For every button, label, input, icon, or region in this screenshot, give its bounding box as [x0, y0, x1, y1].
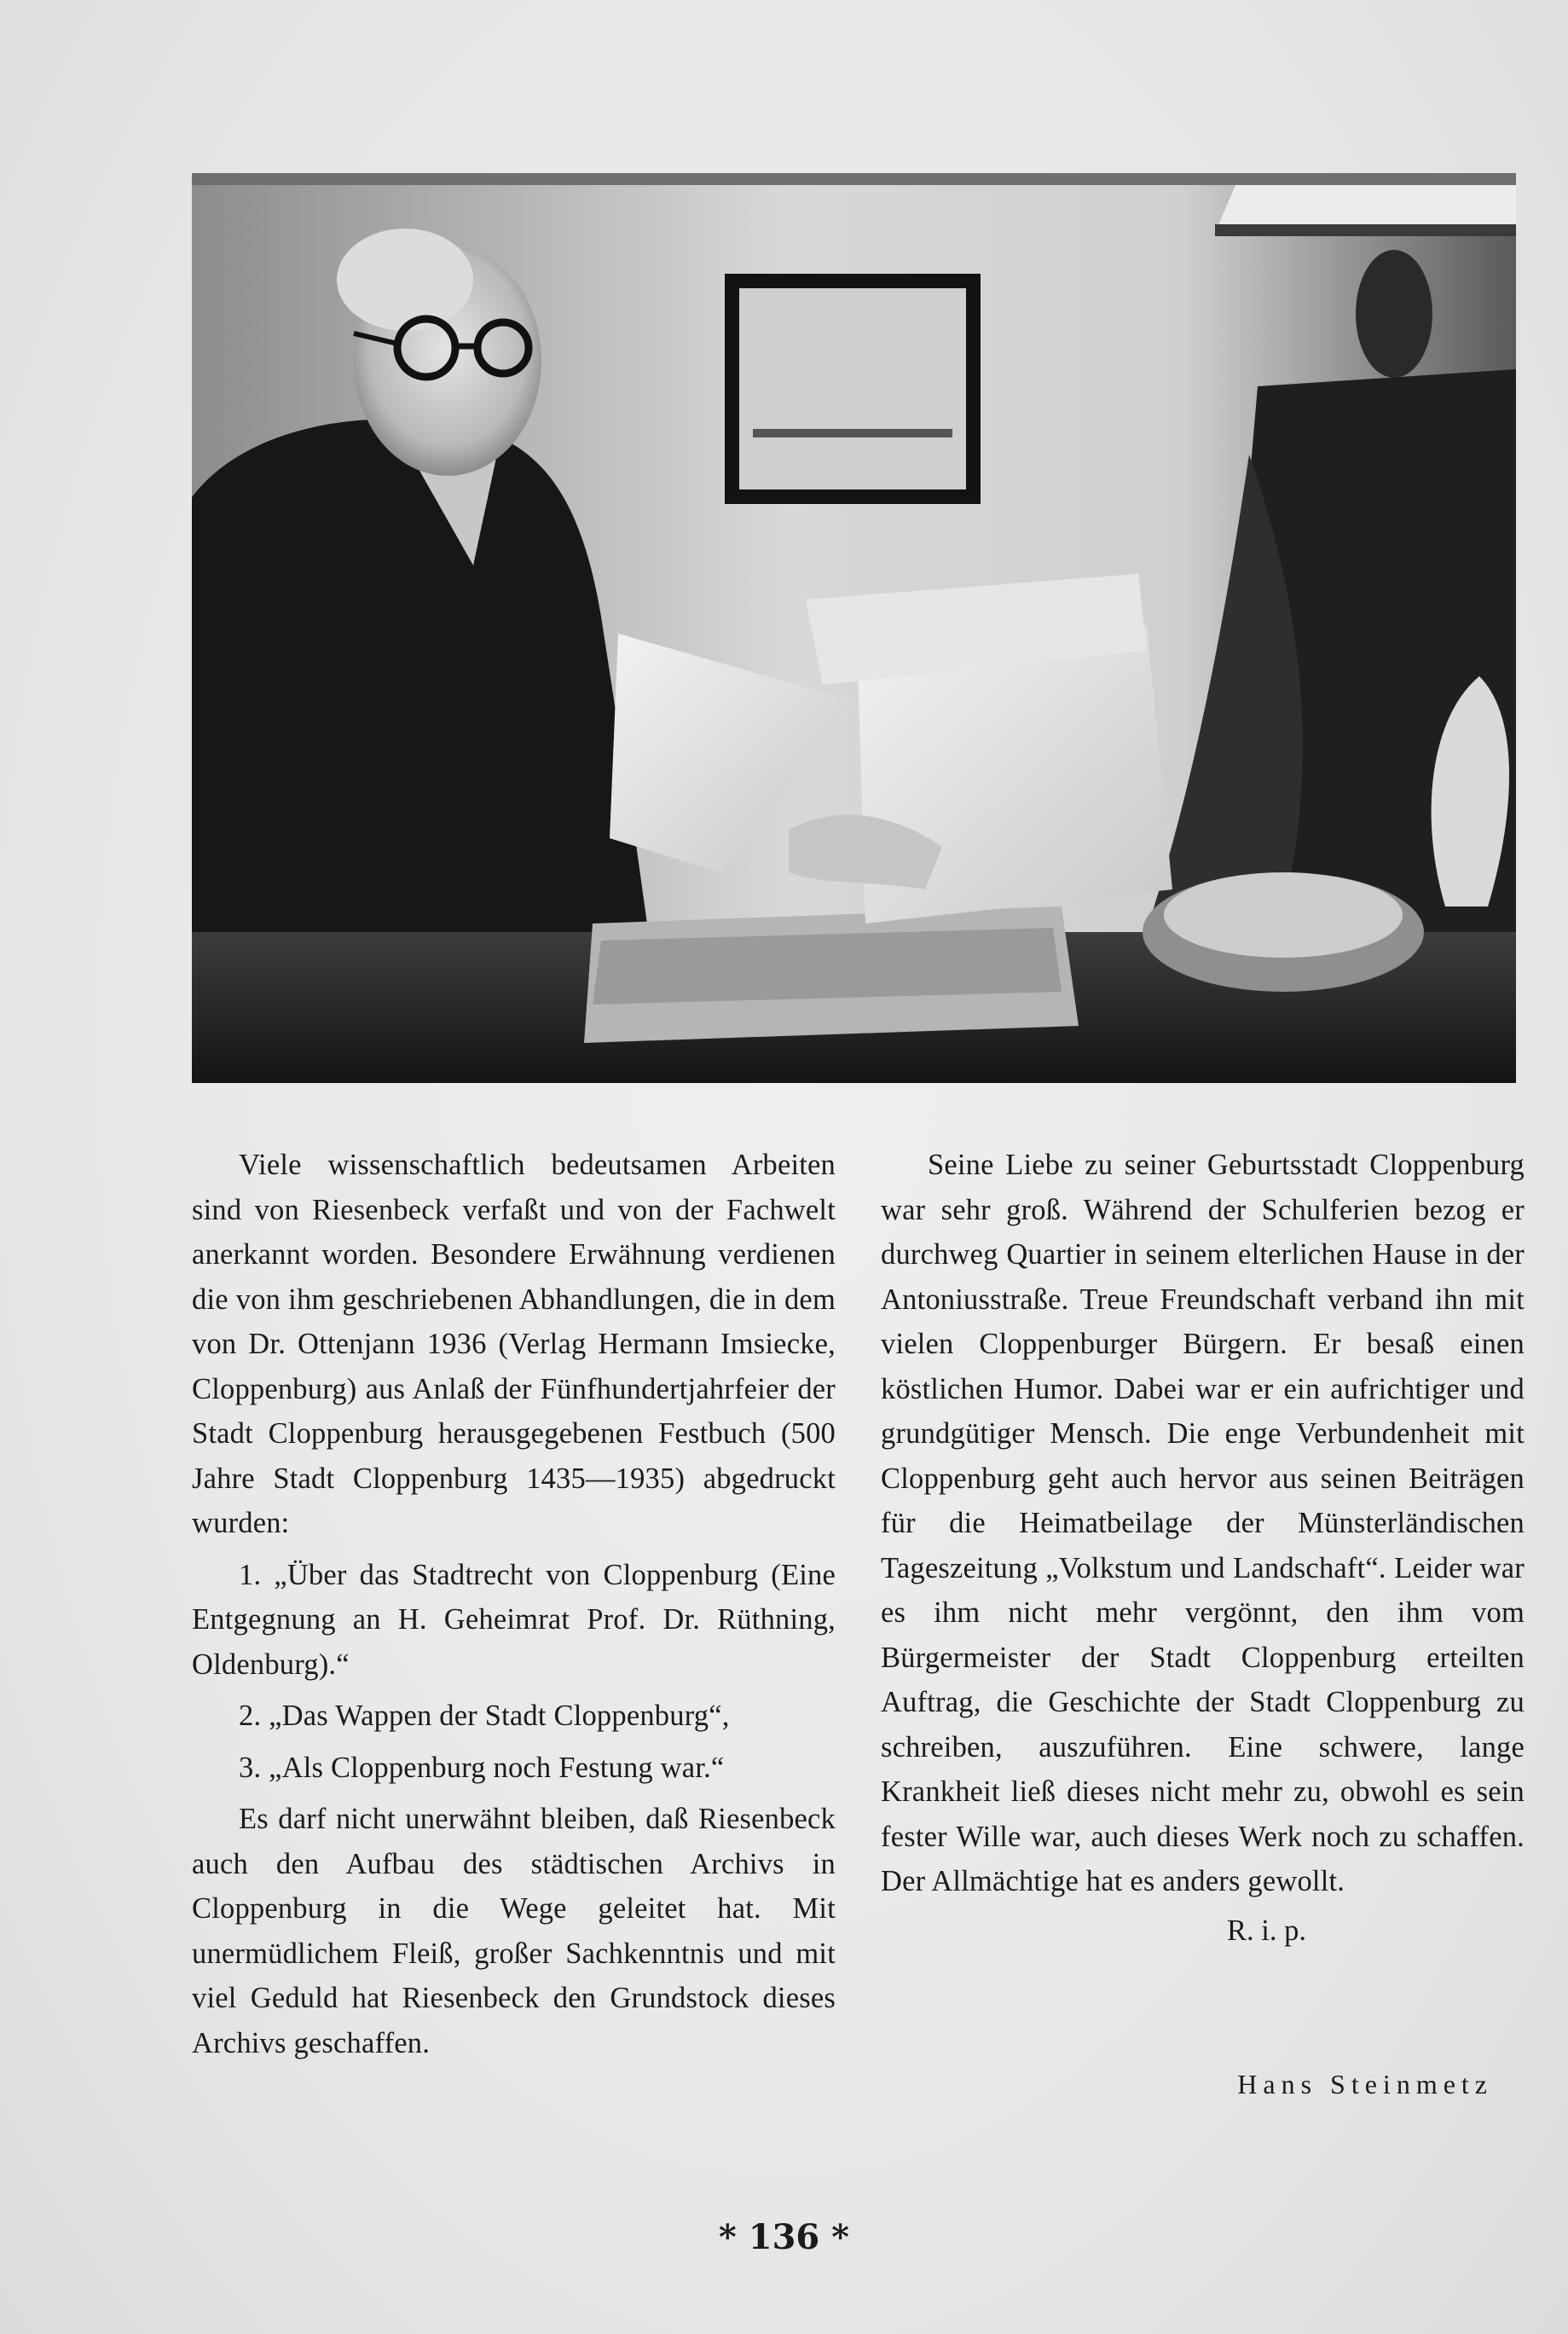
- publication-list: [192, 1553, 836, 1791]
- right-paragraph-1: Seine Liebe zu seiner Geburtsstadt Cloppenburg war sehr groß. Während der Schulferien bezog er durchweg Quartier in seinem elterlichen Hause in der Antoniusstraße. Treue Freundschaft verband ihn mit vielen Cloppenburger Bürgern. Er besaß einen köstlichen Humor. Dabei war er ein aufrichtiger und grundgütiger Mensch. Die enge Verbundenheit mit Cloppenburg geht auch hervor aus seinen Beiträgen für die Heimatbeilage der Münsterländischen Tageszeitung „Volkstum und Landschaft“. Leider war es ihm nicht mehr vergönnt, den ihm vom Bürgermeister der Stadt Cloppenburg erteilten Auftrag, die Geschichte der Stadt Cloppenburg zu schreiben, auszuführen. Eine schwere, lange Krankheit ließ dieses nicht mehr zu, obwohl es sein fester Wille war, auch dieses Werk noch zu schaffen. Der Allmächtige hat es anders gewollt.: [881, 1149, 1525, 1897]
- photo-illustration: [192, 173, 1516, 1083]
- left-column: [192, 1143, 836, 2065]
- author-signature: Hans Steinmetz: [1237, 2069, 1493, 2099]
- page-number: * 136 *: [718, 2217, 850, 2257]
- list-item: 2. „Das Wappen der Stadt Cloppenburg“,: [239, 1700, 730, 1732]
- left-paragraph-2: Es darf nicht unerwähnt bleiben, daß Riesenbeck auch den Aufbau des städtischen Archivs in Cloppenburg in die Wege geleitet hat. Mit unermüdlichem Fleiß, großer Sachkenntnis und mit viel Geduld hat Riesenbeck den Grundstock dieses Archivs geschaffen.: [192, 1803, 836, 2059]
- portrait-photograph: [192, 173, 1516, 1083]
- right-column: [881, 1143, 1525, 1904]
- list-item: 3. „Als Cloppenburg noch Festung war.“: [239, 1751, 725, 1784]
- list-item: 1. „Über das Stadtrecht von Cloppenburg (Eine Entgegnung an H. Geheimrat Prof. Dr. Rüthning, Oldenburg).“: [192, 1558, 836, 1681]
- rip-line: R. i. p.: [1227, 1914, 1306, 1947]
- left-paragraph-1: Viele wissenschaftlich bedeutsamen Arbeiten sind von Riesenbeck verfaßt und von der Fachwelt anerkannt worden. Besondere Erwähnung verdienen die von ihm geschriebenen Abhandlungen, die in dem von Dr. Ottenjann 1936 (Verlag Hermann Imsiecke, Cloppenburg) aus Anlaß der Fünfhundertjahrfeier der Stadt Cloppenburg herausgegebenen Festbuch (500 Jahre Stadt Cloppenburg 1435—1935) abgedruckt wurden:: [192, 1149, 836, 1539]
